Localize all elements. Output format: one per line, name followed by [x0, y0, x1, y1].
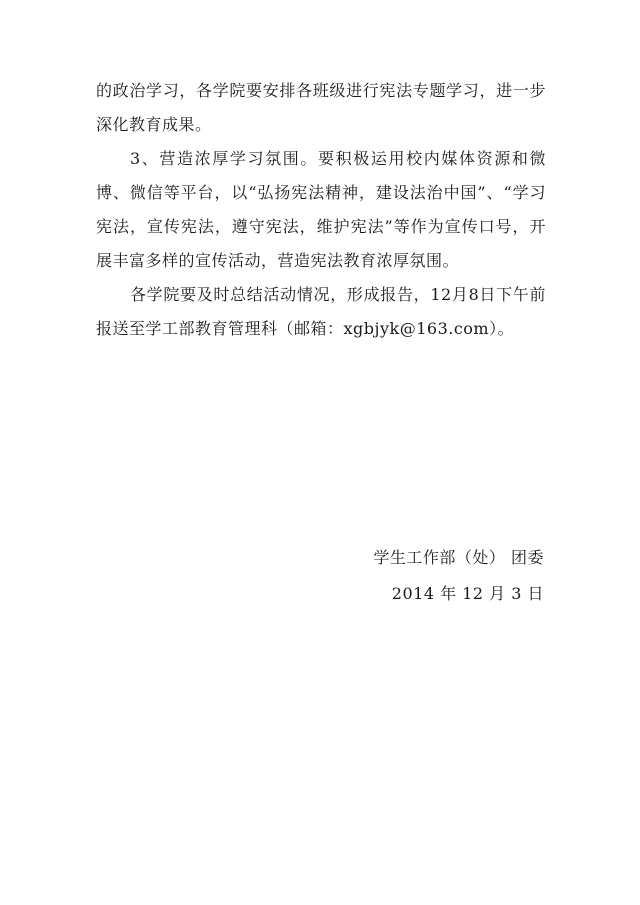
- paragraph-report-deadline: 各学院要及时总结活动情况，形成报告，12月8日下午前报送至学工部教育管理科（邮箱：xgbjyk@163.com）。: [96, 285, 546, 338]
- signature-block: [373, 540, 544, 612]
- document-body: [96, 74, 546, 346]
- paragraph-atmosphere: 3、营造浓厚学习氛围。要积极运用校内媒体资源和微博、微信等平台，以“弘扬宪法精神，建设法治中国”、“学习宪法，宣传宪法，遵守宪法，维护宪法”等作为宣传口号，开展丰富多样的宣传活动，营造宪法教育浓厚氛围。: [96, 149, 546, 270]
- signature-date: 2014 年 12 月 3 日: [391, 584, 544, 603]
- paragraph-continued-study: 的政治学习，各学院要安排各班级进行宪法专题学习，进一步深化教育成果。: [96, 81, 546, 134]
- signature-org: 学生工作部（处） 团委: [373, 548, 544, 567]
